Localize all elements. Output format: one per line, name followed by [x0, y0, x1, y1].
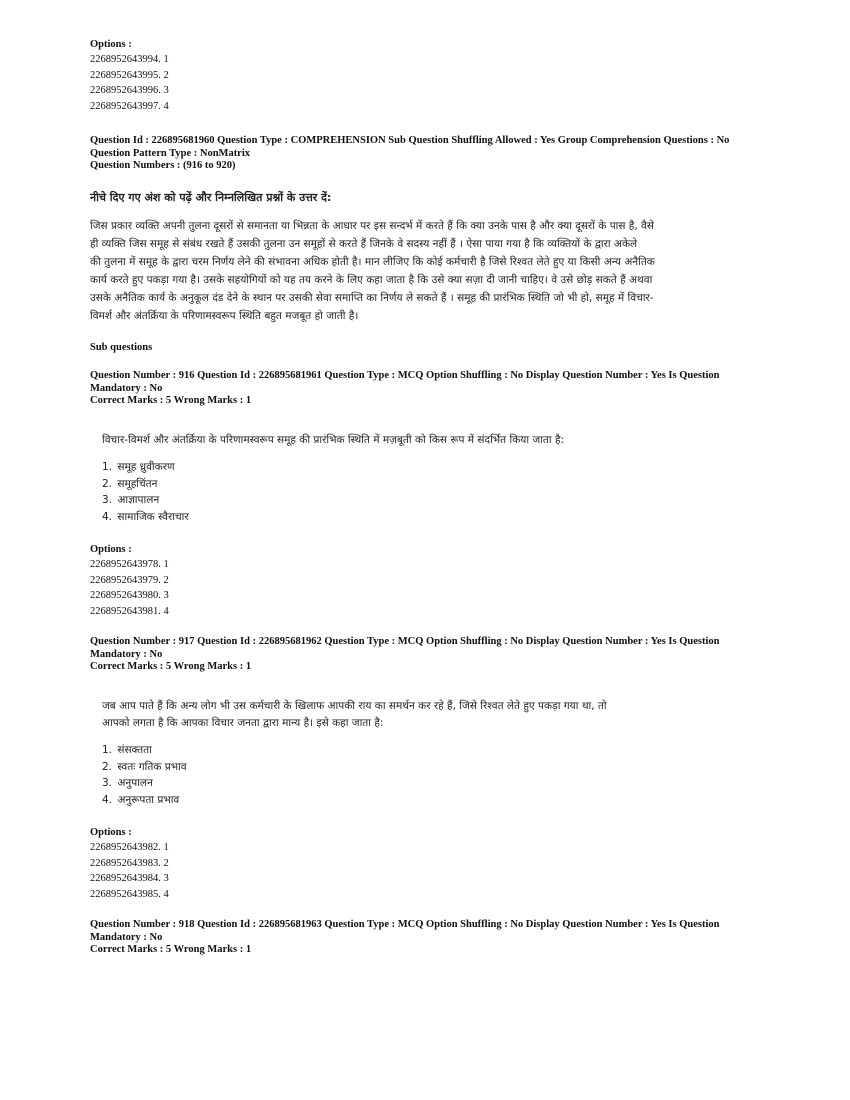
- answer-choice: [102, 759, 772, 776]
- question-marks: Correct Marks : 5 Wrong Marks : 1: [90, 395, 252, 406]
- answer-choice: [102, 775, 772, 792]
- question-text-line: जब आप पाते हैं कि अन्य लोग भी उस कर्मचारी के खिलाफ आपकी राय का समर्थन कर रहे हैं, जिसे रिश्वत लेते हुए पकड़ा गया था, तो: [102, 700, 607, 712]
- option-id: 2268952643979. 2: [90, 574, 169, 586]
- question-917-choices: [90, 742, 772, 808]
- answer-choice: [102, 476, 772, 493]
- options-block-top: [90, 37, 760, 114]
- comprehension-instruction: नीचे दिए गए अंश को पढ़ें और निम्नलिखित प्रश्नों के उत्तर दें:: [90, 191, 332, 204]
- choice-number: 4.: [102, 793, 113, 806]
- choice-number: 3.: [102, 777, 113, 789]
- option-id: 2268952643985. 4: [90, 888, 169, 900]
- options-label: Options :: [90, 39, 132, 50]
- question-916-choices: [90, 459, 772, 525]
- question-meta: Mandatory : No: [90, 382, 163, 394]
- choice-text: अनुरूपता प्रभाव: [117, 793, 180, 806]
- question-meta: Question Pattern Type : NonMatrix: [90, 147, 251, 159]
- question-meta: Mandatory : No: [90, 931, 163, 943]
- question-marks: Correct Marks : 5 Wrong Marks : 1: [90, 661, 252, 672]
- question-meta: Question Number : 918 Question Id : 226895681963 Question Type : MCQ Option Shuffling : No Display Question Number : Yes Is Question: [90, 919, 720, 930]
- comprehension-header: [90, 135, 760, 173]
- question-916-options: [90, 542, 760, 619]
- question-meta: Question Number : 916 Question Id : 226895681961 Question Type : MCQ Option Shuffling : No Display Question Number : Yes Is Question: [90, 370, 720, 381]
- question-918-meta: [90, 919, 760, 957]
- answer-choice: [102, 509, 772, 526]
- choice-text: समूह ध्रुवीकरण: [117, 461, 175, 473]
- option-id: 2268952643983. 2: [90, 857, 169, 869]
- option-id: 2268952643995. 2: [90, 69, 169, 81]
- choice-text: समूहचिंतन: [117, 477, 158, 490]
- question-numbers: Question Numbers : (916 to 920): [90, 160, 236, 171]
- choice-text: स्वतः गतिक प्रभाव: [117, 760, 187, 773]
- choice-number: 3.: [102, 494, 113, 506]
- answer-choice: [102, 742, 772, 759]
- passage-line: जिस प्रकार व्यक्ति अपनी तुलना दूसरों से समानता या भिन्नता के आधार पर इस सन्दर्भ में करते हैं कि क्या उनके पास है और क्या दूसरों के पास है, वैसे: [90, 220, 654, 232]
- question-meta: Mandatory : No: [90, 648, 163, 660]
- choice-number: 4.: [102, 510, 113, 523]
- option-id: 2268952643994. 1: [90, 54, 169, 65]
- answer-choice: [102, 792, 772, 809]
- option-id: 2268952643984. 3: [90, 873, 169, 884]
- comprehension-passage: [90, 217, 760, 325]
- question-text-line: विचार-विमर्श और अंतर्क्रिया के परिणामस्वरूप समूह की प्रारंभिक स्थिति में मज़बूती को किस रूप में संदर्भित किया जाता है:: [102, 434, 565, 446]
- option-id: 2268952643981. 4: [90, 605, 169, 617]
- option-id: 2268952643978. 1: [90, 559, 169, 570]
- choice-text: संसक्तता: [117, 744, 152, 756]
- choice-text: अनुपालन: [117, 777, 153, 789]
- passage-line: कार्य करते हुए पकड़ा गया है। उसके सहयोगियों को यह तय करने के लिए कहा जाता है कि उसे क्या सज़ा दी जानी चाहिए। वे उसे छोड़ सकते हैं अथवा: [90, 274, 653, 286]
- passage-line: उसके अनैतिक कार्य के अनुकूल दंड देने के स्थान पर उसकी सेवा समाप्ति का निर्णय ले सकते हैं । समूह की प्रारंभिक स्थिति जो भी हो, समूह में विचार-: [90, 292, 654, 304]
- question-text-line: आपको लगता है कि आपका विचार जनता द्वारा मान्य है। इसे कहा जाता है:: [102, 717, 384, 729]
- options-label: Options :: [90, 827, 132, 838]
- passage-line: की तुलना में समूह के द्वारा चरम निर्णय लेने की संभावना अधिक होती है। मान लीजिए कि कोई कर्मचारी है जिसे रिश्वत लेते हुए या किसी अन्य अनैतिक: [90, 256, 655, 268]
- question-917-options: [90, 825, 760, 902]
- question-marks: Correct Marks : 5 Wrong Marks : 1: [90, 944, 252, 955]
- question-917-meta: [90, 636, 760, 674]
- question-916-meta: [90, 370, 760, 408]
- sub-questions-label: Sub questions: [90, 342, 153, 353]
- choice-number: 1.: [102, 461, 113, 473]
- option-id: 2268952643996. 3: [90, 85, 169, 96]
- choice-text: आज्ञापालन: [117, 494, 160, 506]
- answer-choice: [102, 459, 772, 476]
- question-meta: Question Number : 917 Question Id : 226895681962 Question Type : MCQ Option Shuffling : No Display Question Number : Yes Is Question: [90, 636, 720, 647]
- choice-number: 1.: [102, 744, 113, 756]
- option-id: 2268952643997. 4: [90, 100, 169, 112]
- choice-text: सामाजिक स्वैराचार: [117, 510, 189, 523]
- choice-number: 2.: [102, 760, 113, 773]
- option-id: 2268952643980. 3: [90, 590, 169, 601]
- answer-choice: [102, 492, 772, 509]
- option-id: 2268952643982. 1: [90, 842, 169, 853]
- question-916-text: [90, 432, 772, 449]
- question-917-text: [90, 698, 772, 732]
- passage-line: विमर्श और अंतर्क्रिया के परिणामस्वरूप स्थिति बहुत मजबूत हो जाती है।: [90, 310, 359, 322]
- question-meta: Question Id : 226895681960 Question Type : COMPREHENSION Sub Question Shuffling Allowed : Yes Group Comprehension Questions : No: [90, 135, 730, 146]
- options-label: Options :: [90, 544, 132, 555]
- passage-line: ही व्यक्ति जिस समूह से संबंध रखते हैं उसकी तुलना उन समूहों से करते हैं जिनके वे सदस्य नहीं हैं । ऐसा पाया गया है कि व्यक्तियों के द्वारा अकेले: [90, 238, 638, 250]
- choice-number: 2.: [102, 477, 113, 490]
